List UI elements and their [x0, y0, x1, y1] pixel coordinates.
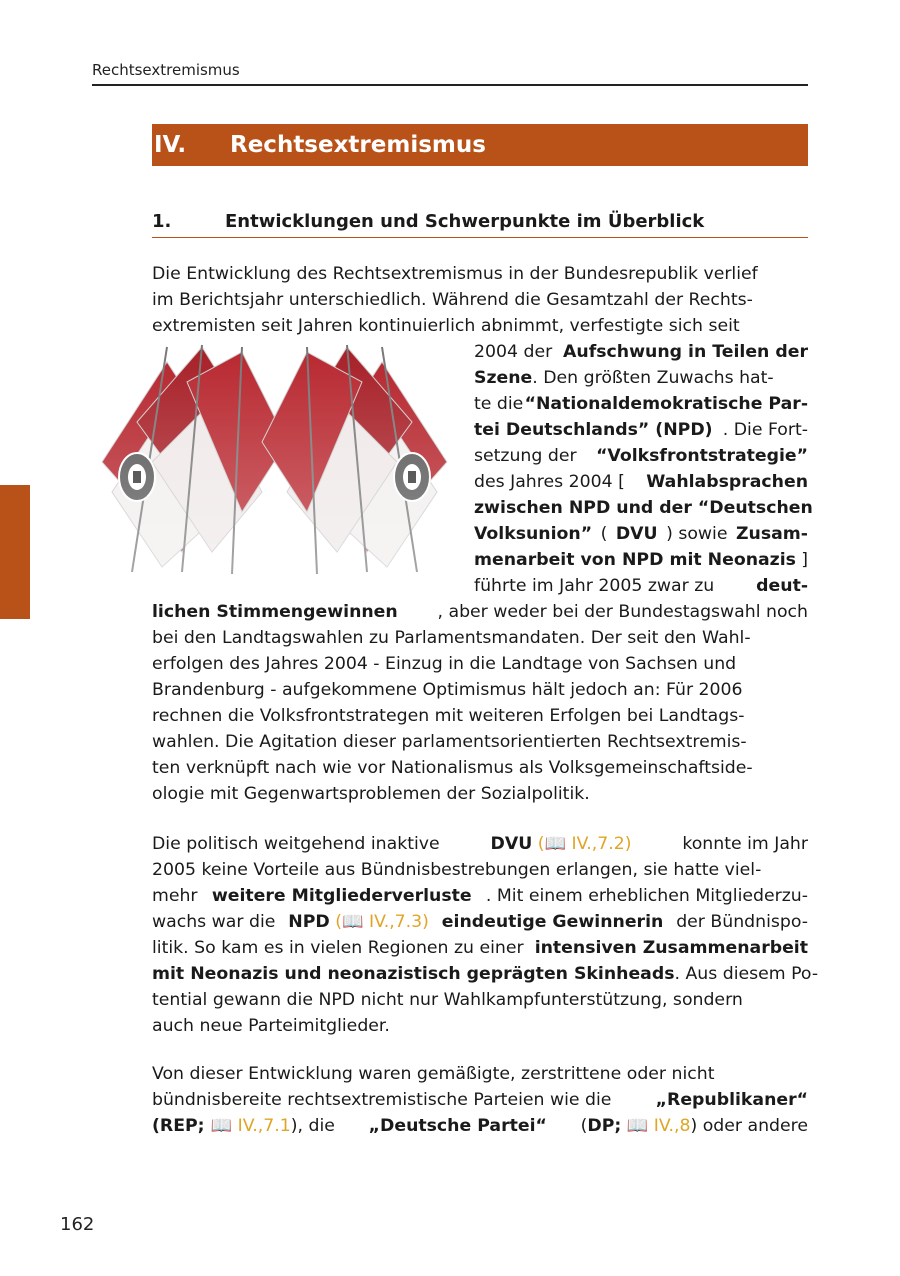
- chapter-number: IV.: [154, 132, 187, 158]
- text-line: setzung der “Volksfrontstrategie”: [474, 446, 808, 466]
- chapter-side-tab: [0, 485, 30, 619]
- text-line: zwischen NPD und der “Deutschen: [474, 498, 813, 518]
- page-number: 162: [60, 1214, 95, 1235]
- text-line: führte im Jahr 2005 zwar zu deut-: [474, 576, 808, 596]
- text-line: Volksunion” ( DVU ) sowie Zusam-: [474, 524, 808, 544]
- reference-link[interactable]: 📖 IV.,7.2): [544, 834, 632, 854]
- section-number: 1.: [152, 211, 172, 232]
- text-line: erfolgen des Jahres 2004 - Einzug in die Landtage von Sachsen und: [152, 654, 737, 674]
- text-line: rechnen die Volksfrontstrategen mit weiteren Erfolgen bei Landtags-: [152, 706, 745, 726]
- text-line: Die politisch weitgehend inaktive DVU (📖 IV.,7.2) konnte im Jahr: [152, 834, 808, 854]
- text-line: Szene. Den größten Zuwachs hat-: [474, 368, 774, 388]
- text-line: wachs war die NPD (📖 IV.,7.3) eindeutige Gewinnerin der Bündnispo-: [152, 912, 808, 932]
- text-line: mehr weitere Mitgliederverluste . Mit einem erheblichen Mitgliederzu-: [152, 886, 808, 906]
- flags-image: [92, 342, 457, 580]
- text-line: bündnisbereite rechtsextremistische Parteien wie die „Republikaner“: [152, 1090, 808, 1110]
- text-line: extremisten seit Jahren kontinuierlich abnimmt, verfestigte sich seit: [152, 316, 740, 336]
- text-line: Brandenburg - aufgekommene Optimismus hält jedoch an: Für 2006: [152, 680, 743, 700]
- text-line: tei Deutschlands” (NPD) . Die Fort-: [474, 420, 808, 440]
- text-line: bei den Landtagswahlen zu Parlamentsmandaten. Der seit den Wahl-: [152, 628, 751, 648]
- running-head: Rechtsextremismus: [92, 61, 240, 79]
- chapter-heading: [152, 124, 808, 166]
- text-line: te die “Nationaldemokratische Par-: [474, 394, 808, 414]
- text-line: (REP; 📖 IV.,7.1), die „Deutsche Partei“ (DP; 📖 IV.,8) oder andere: [152, 1116, 808, 1136]
- text-line: Von dieser Entwicklung waren gemäßigte, zerstrittene oder nicht: [152, 1064, 715, 1084]
- text-line: tential gewann die NPD nicht nur Wahlkampfunterstützung, sondern: [152, 990, 743, 1010]
- text-line: litik. So kam es in vielen Regionen zu einer intensiven Zusammenarbeit: [152, 938, 808, 958]
- reference-link[interactable]: 📖 IV.,8: [621, 1116, 691, 1136]
- reference-link[interactable]: (📖 IV.,7.3): [329, 912, 429, 932]
- text-line: Die Entwicklung des Rechtsextremismus in der Bundesrepublik verlief: [152, 264, 758, 284]
- text-line: des Jahres 2004 [ Wahlabsprachen: [474, 472, 808, 492]
- reference-link[interactable]: 📖 IV.,7.1: [210, 1116, 291, 1136]
- text-line: auch neue Parteimitglieder.: [152, 1016, 390, 1036]
- section-title: Entwicklungen und Schwerpunkte im Überblick: [225, 211, 705, 232]
- header-rule: [92, 84, 808, 86]
- text-line: wahlen. Die Agitation dieser parlamentsorientierten Rechtsextremis-: [152, 732, 747, 752]
- text-line: menarbeit von NPD mit Neonazis ]: [474, 550, 808, 570]
- text-line: 2005 keine Vorteile aus Bündnisbestrebungen erlangen, sie hatte viel-: [152, 860, 762, 880]
- text-line: ten verknüpft nach wie vor Nationalismus als Volksgemeinschaftside-: [152, 758, 753, 778]
- text-line: lichen Stimmengewinnen , aber weder bei der Bundestagswahl noch: [152, 602, 808, 622]
- text-line: ologie mit Gegenwartsproblemen der Sozialpolitik.: [152, 784, 590, 804]
- section-heading: [152, 211, 808, 238]
- text-line: im Berichtsjahr unterschiedlich. Während die Gesamtzahl der Rechts-: [152, 290, 753, 310]
- text-line: 2004 der Aufschwung in Teilen der: [474, 342, 808, 362]
- text-line: mit Neonazis und neonazistisch geprägten Skinheads . Aus diesem Po-: [152, 964, 819, 984]
- chapter-title: Rechtsextremismus: [230, 132, 486, 158]
